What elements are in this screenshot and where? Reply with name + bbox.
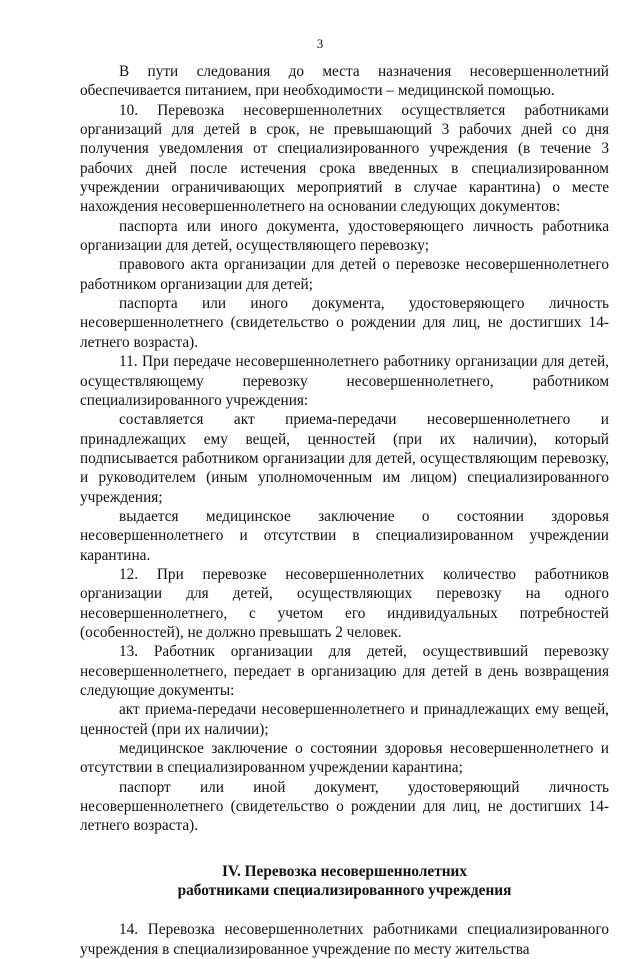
list-item-transfer-act-return: акт приема-передачи несовершеннолетнего и принадлежащих ему вещей, ценностей (при их наличии); [80, 701, 609, 738]
section-heading-line-1: IV. Перевозка несовершеннолетних [221, 862, 467, 880]
paragraph-14: 14. Перевозка несовершеннолетних работниками специализированного учреждения в специализированное учреждение по месту жительства [80, 921, 609, 958]
paragraph-10: 10. Перевозка несовершеннолетних осуществляется работниками организаций для детей в срок, не превышающий 3 рабочих дней со дня получения уведомления от специализированного учреждения (в течение 3 рабочих дней после истечения срока введенных в специализированном учреждении ограничивающих мероприятий в случае карантина) о месте нахождения несовершеннолетнего на основании следующих документов: [80, 101, 609, 216]
paragraph-meals: В пути следования до места назначения несовершеннолетний обеспечивается питанием, при необходимости – медицинской помощью. [80, 63, 609, 100]
paragraph-13: 13. Работник организации для детей, осуществивший перевозку несовершеннолетнего, передает в организацию для детей в день возвращения следующие документы: [80, 643, 609, 699]
section-heading-line-2: работниками специализированного учреждения [177, 882, 512, 900]
list-item-minor-passport: паспорта или иного документа, удостоверяющего личность несовершеннолетнего (свидетельство о рождении для лиц, не достигших 14-летнего возраста). [80, 295, 609, 351]
list-item-worker-passport: паспорта или иного документа, удостоверяющего личность работника организации для детей, осуществляющего перевозку; [80, 217, 609, 255]
list-item-legal-act: правового акта организации для детей о перевозке несовершеннолетнего работником организации для детей; [80, 256, 609, 293]
list-item-transfer-act: составляется акт приема-передачи несовершеннолетнего и принадлежащих ему вещей, ценностей (при их наличии), который подписывается работником организации для детей, осуществляющим перевозку, и руководителем (иным уполномоченным им лицом) специализированного учреждения; [80, 411, 609, 506]
list-item-medical-report: выдается медицинское заключение о состоянии здоровья несовершеннолетнего и отсутствии в специализированном учреждении карантина. [80, 507, 609, 564]
list-item-passport-return: паспорт или иной документ, удостоверяющий личность несовершеннолетнего (свидетельство о рождении для лиц, не достигших 14-летнего возраста). [80, 778, 609, 835]
paragraph-12: 12. При перевозке несовершеннолетних количество работников организации для детей, осуществляющих перевозку на одного несовершеннолетнего, с учетом его индивидуальных потребностей (особенностей), не должно превышать 2 человек. [80, 565, 609, 641]
page-number: 3 [316, 36, 324, 51]
section-heading [80, 862, 609, 901]
list-item-medical-report-return: медицинское заключение о состоянии здоровья несовершеннолетнего и отсутствии в специализированном учреждении карантина; [80, 740, 609, 777]
paragraph-11: 11. При передаче несовершеннолетнего работнику организации для детей, осуществляющему перевозку несовершеннолетнего, работником специализированного учреждения: [80, 353, 609, 409]
document-body [80, 62, 609, 959]
